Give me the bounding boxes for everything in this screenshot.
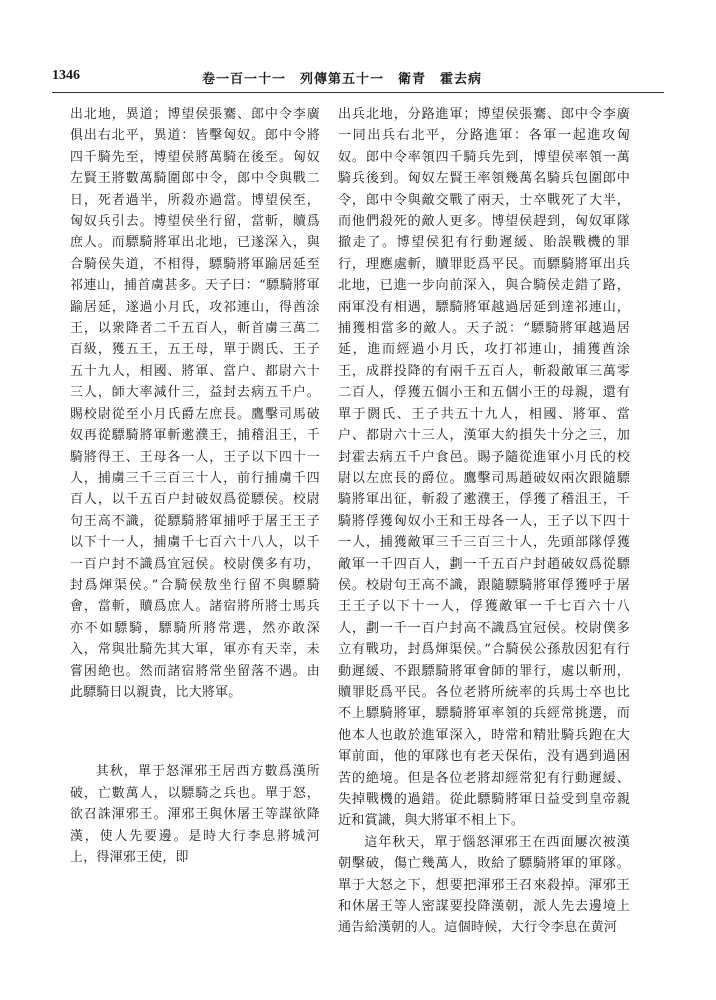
translation-paragraph-1: 出兵北地，分路進軍；博望侯張騫、郎中令李廣一同出兵右北平，分路進軍：各軍一起進攻匈奴。郎中令率領四千騎兵先到，博望侯率領一萬騎兵後到。匈奴左賢王率領幾萬名騎兵包圍郎中令，郎中令與敵交戰了兩天，士卒戰死了大半，而他們殺死的敵人更多。博望侯趕到，匈奴軍隊撤走了。博望侯犯有行動遲緩、貽誤戰機的罪行，理應處斬，贖罪貶爲平民。而驃騎將軍出兵北地，已進一步向前深入，與合騎侯走錯了路，兩軍没有相遇，驃騎將軍越過居延到達祁連山，捕獲相當多的敵人。天子説：“驃騎將軍越過居延，進而經過小月氏，攻打祁連山，捕獲酋涂王，成群投降的有兩千五百人，斬殺敵軍三萬零二百人，俘獲五個小王和五個小王的母親，還有單于閼氏、王子共五十九人，相國、將軍、當户、都尉六十三人，漢軍大約損失十分之三，加封霍去病五千户食邑。賜予隨從進軍小月氏的校尉以左庶長的爵位。鷹擊司馬趙破奴兩次跟隨驃騎將軍出征，斬殺了遬濮王，俘獲了稽沮王，千騎將俘獲匈奴小王和王母各一人，王子以下四十一人，捕獲敵軍三千三百三十人，先頭部隊俘獲敵軍一千四百人，劃一千五百户封趙破奴爲從驃侯。校尉句王高不識，跟隨驃騎將軍俘獲呼于屠王王子以下十一人，俘獲敵軍一千七百六十八人，劃一千一百户封高不識爲宜冠侯。校尉僕多立有戰功，封爲煇渠侯。”合騎侯公孫敖因犯有行動遲緩、不跟驃騎將軍會師的罪行，處以斬刑，贖罪貶爲平民。各位老將所統率的兵馬士卒也比不上驃騎將軍，驃騎將軍率領的兵經常挑選，而他本人也敢於進軍深入，時常和精壯騎兵跑在大軍前面，他的軍隊也有老天保佑，没有遇到過困苦的絶境。但是各位老將却經常犯有行動遲緩、失掉戰機的過錯。從此驃騎將軍日益受到皇帝親近和賞識，與大將軍不相上下。 [338, 107, 630, 829]
classical-text-column [70, 104, 320, 994]
translation-text-column [338, 104, 630, 994]
classical-paragraph-2: 其秋，單于怒渾邪王居西方數爲漢所破，亡數萬人，以驃騎之兵也。單于怒，欲召誅渾邪王。渾邪王與休屠王等謀欲降漢，使人先要邊。是時大行李息將城河上，得渾邪王使，即 [70, 764, 320, 865]
running-title: 卷一百一十一 列傳第五十一 衛青 霍去病 [202, 72, 483, 87]
header-rule [52, 92, 664, 93]
classical-paragraph-1: 出北地，異道；博望侯張騫、郎中令李廣俱出右北平，異道：皆擊匈奴。郎中令將四千騎先至，博望侯將萬騎在後至。匈奴左賢王將數萬騎圍郎中令，郎中令與戰二日，死者過半，所殺亦過當。博望侯至，匈奴兵引去。博望侯坐行留，當斬，贖爲庶人。而驃騎將軍出北地，已遂深入，與合騎侯失道，不相得，驃騎將軍踰居延至祁連山，捕首虜甚多。天子曰：“驃騎將軍踰居延，遂過小月氏，攻祁連山，得酋涂王，以衆降者二千五百人，斬首虜三萬二百級，獲五王，五王母，單于閼氏、王子五十九人，相國、將軍、當户、都尉六十三人，師大率減什三，益封去病五千户。賜校尉從至小月氏爵左庶長。鷹擊司馬破奴再從驃騎將軍斬遬濮王，捕稽沮王，千騎將得王、王母各一人，王子以下四十一人，捕虜三千三百三十人，前行捕虜千四百人，以千五百户封破奴爲從驃侯。校尉句王高不識，從驃騎將軍捕呼于屠王王子以下十一人，捕虜千七百六十八人，以千一百户封不識爲宜冠侯。校尉僕多有功，封爲煇渠侯。”合騎侯敖坐行留不與驃騎會，當斬，贖爲庶人。諸宿將所將士馬兵亦不如驃騎，驃騎所將常選，然亦敢深入，常與壯騎先其大軍，軍亦有天幸，未嘗困絶也。然而諸宿將常坐留落不遇。由此驃騎日以親貴，比大將軍。 [70, 107, 320, 700]
page-header [52, 66, 664, 88]
paragraph-gap [70, 703, 320, 761]
page-number: 1346 [52, 68, 80, 83]
translation-paragraph-2: 這年秋天，單于惱怒渾邪王在西面屢次被漢朝擊破，傷亡幾萬人，敗給了驃騎將軍的軍隊。單于大怒之下，想要把渾邪王召來殺掉。渾邪王和休屠王等人密謀要投降漢朝，派人先去邊境上通告給漢朝的人。這個時候，大行令李息在黄河 [338, 834, 630, 936]
